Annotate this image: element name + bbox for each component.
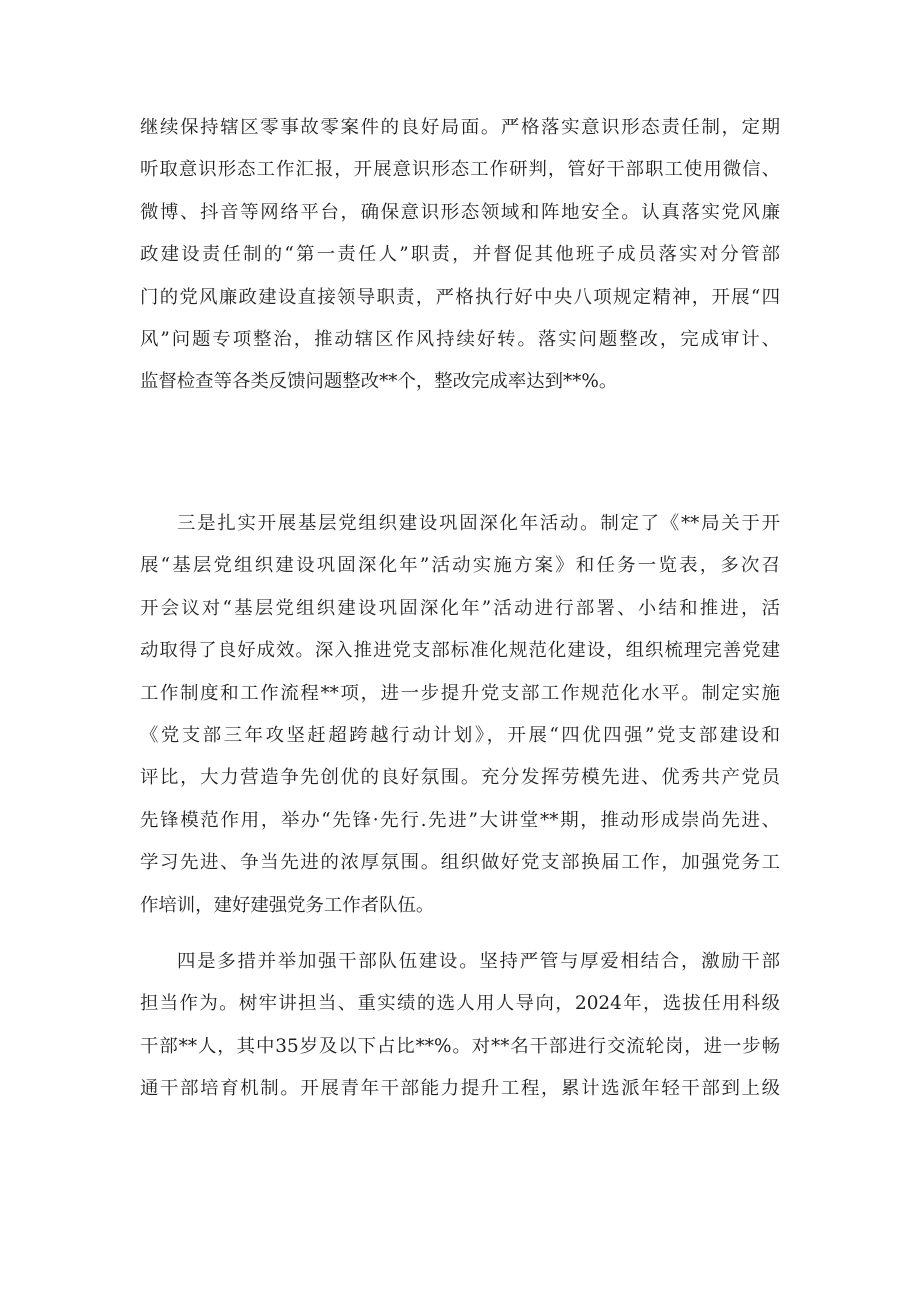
text-line: 风”问题专项整治，推动辖区作风持续好转。落实问题整改，完成审计、: [140, 328, 780, 350]
text-line: 评比，大力营造争先创优的良好氛围。充分发挥劳模先进、优秀共产党员: [140, 767, 780, 789]
text-line: 担当作为。树牢讲担当、重实绩的选人用人导向，2024年，选拔任用科级: [140, 993, 780, 1015]
text-line: 监督检查等各类反馈问题整改**个，整改完成率达到**%。: [140, 371, 618, 393]
text-line: 开会议对“基层党组织建设巩固深化年”活动进行部署、小结和推进，活: [140, 597, 780, 619]
text-line: 动取得了良好成效。深入推进党支部标准化规范化建设，组织梳理完善党建: [140, 640, 780, 662]
paragraph-party-organization-building: [140, 503, 780, 927]
text-line: 继续保持辖区零事故零案件的良好局面。严格落实意识形态责任制，定期: [140, 117, 780, 138]
text-line: 干部**人，其中35岁及以下占比**%。对**名干部进行交流轮岗，进一步畅: [140, 1035, 780, 1057]
paragraph-ideology-and-integrity: [140, 107, 780, 404]
text-line: 门的党风廉政建设直接领导职责，严格执行好中央八项规定精神，开展“四: [140, 286, 780, 308]
text-line: 通干部培育机制。开展青年干部能力提升工程，累计选派年轻干部到上级: [140, 1078, 780, 1100]
text-line: 先锋模范作用，举办“先锋·先行.先进”大讲堂**期，推动形成崇尚先进、: [140, 809, 780, 831]
paragraph-cadre-team-building: [140, 941, 780, 1111]
text-line: 学习先进、争当先进的浓厚氛围。组织做好党支部换届工作，加强党务工: [140, 852, 780, 874]
text-line: 微博、抖音等网络平台，确保意识形态领域和阵地安全。认真落实党风廉: [140, 201, 780, 223]
text-line: 作培训，建好建强党务工作者队伍。: [140, 894, 435, 916]
text-line: 听取意识形态工作汇报，开展意识形态工作研判，管好干部职工使用微信、: [140, 159, 780, 181]
text-line: 展“基层党组织建设巩固深化年”活动实施方案》和任务一览表，多次召: [140, 555, 780, 577]
text-line: 三是扎实开展基层党组织建设巩固深化年活动。制定了《**局关于开: [177, 513, 780, 534]
text-line: 《党支部三年攻坚赶超跨越行动计划》，开展“四优四强”党支部建设和: [140, 724, 780, 746]
text-line: 政建设责任制的“第一责任人”职责，并督促其他班子成员落实对分管部: [140, 244, 780, 266]
text-line: 四是多措并举加强干部队伍建设。坚持严管与厚爱相结合，激励干部: [177, 951, 780, 972]
text-line: 工作制度和工作流程**项，进一步提升党支部工作规范化水平。制定实施: [140, 682, 780, 704]
